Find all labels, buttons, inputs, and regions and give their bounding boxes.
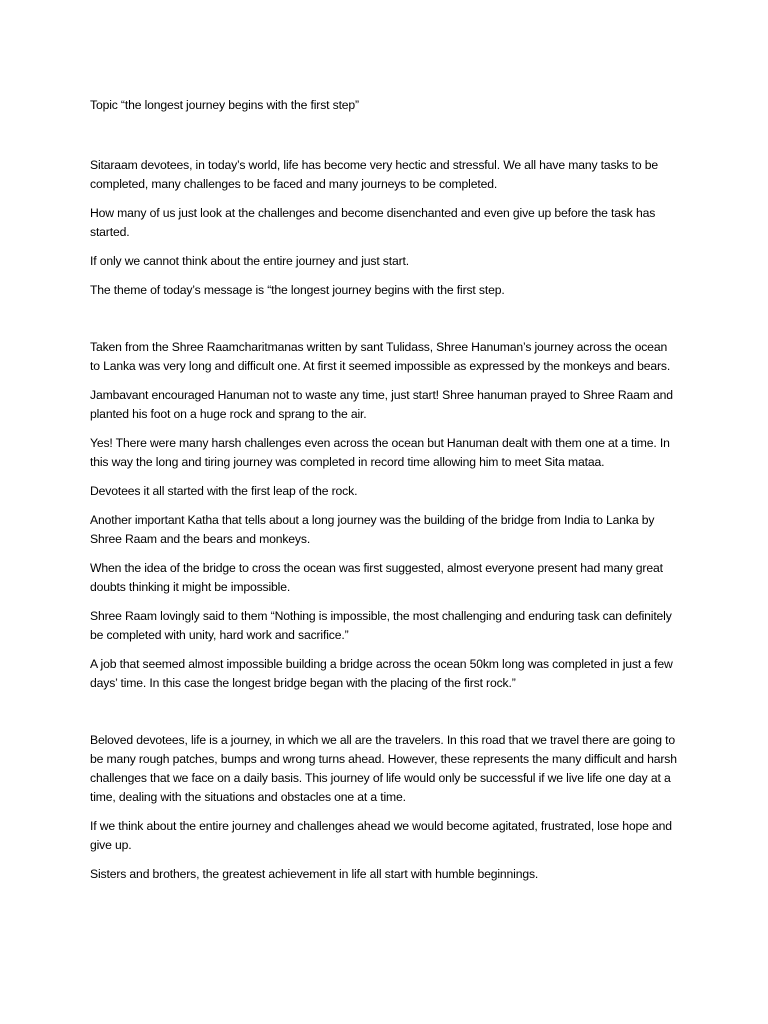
paragraph-5: Taken from the Shree Raamcharitmanas written by sant Tulidass, Shree Hanuman’s journey across the ocean to Lanka was very long and difficult one. At first it seemed impossible as expressed by the monkeys and bears. (90, 340, 671, 373)
paragraph-7: Yes! There were many harsh challenges even across the ocean but Hanuman dealt with them one at a time. In this way the long and tiring journey was completed in record time allowing him to meet Sita mataa. (90, 436, 670, 469)
paragraph-11: Shree Raam lovingly said to them “Nothing is impossible, the most challenging and enduring task can definitely be completed with unity, hard work and sacrifice.” (90, 609, 672, 642)
paragraph-15: Sisters and brothers, the greatest achievement in life all start with humble beginnings. (90, 867, 539, 881)
paragraph-8: Devotees it all started with the first leap of the rock. (90, 484, 358, 498)
paragraph-14: If we think about the entire journey and challenges ahead we would become agitated, frustrated, lose hope and give up. (90, 819, 672, 852)
paragraph-2: How many of us just look at the challenges and become disenchanted and even give up before the task has started. (90, 206, 656, 239)
paragraph-4: The theme of today’s message is “the longest journey begins with the first step. (90, 283, 505, 297)
paragraph-12: A job that seemed almost impossible building a bridge across the ocean 50km long was completed in just a few days’ time. In this case the longest bridge began with the placing of the first rock.” (90, 657, 673, 690)
paragraph-6: Jambavant encouraged Hanuman not to waste any time, just start! Shree hanuman prayed to Shree Raam and planted his foot on a huge rock and sprang to the air. (90, 388, 673, 421)
paragraph-10: When the idea of the bridge to cross the ocean was first suggested, almost everyone present had many great doubts thinking it might be impossible. (90, 561, 663, 594)
document-body (90, 96, 680, 894)
paragraph-3: If only we cannot think about the entire journey and just start. (90, 254, 409, 268)
paragraph-13: Beloved devotees, life is a journey, in which we all are the travelers. In this road that we travel there are going to be many rough patches, bumps and wrong turns ahead. However, these represents the many difficult and harsh challenges that we face on a daily basis. This journey of life would only be successful if we live life one day at a time, dealing with the situations and obstacles one at a time. (90, 733, 677, 804)
document-title: Topic “the longest journey begins with the first step” (90, 98, 359, 112)
paragraph-9: Another important Katha that tells about a long journey was the building of the bridge from India to Lanka by Shree Raam and the bears and monkeys. (90, 513, 655, 546)
paragraph-1: Sitaraam devotees, in today’s world, life has become very hectic and stressful. We all have many tasks to be completed, many challenges to be faced and many journeys to be completed. (90, 158, 658, 191)
